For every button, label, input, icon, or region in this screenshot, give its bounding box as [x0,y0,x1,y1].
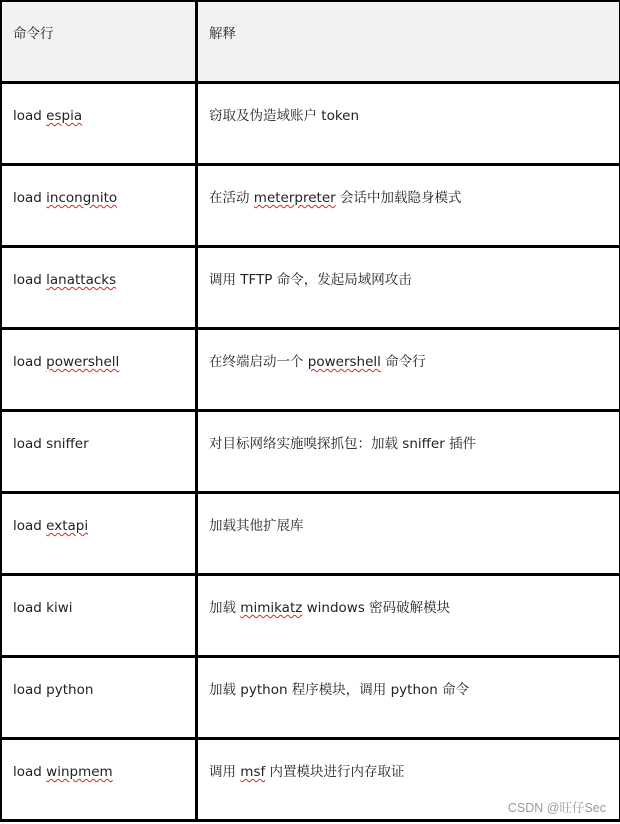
description-text: 在终端启动一个 [209,354,308,370]
command-prefix: load [13,600,47,616]
command-name: python [46,682,94,698]
command-cell [2,412,195,491]
command-name: lanattacks [46,272,117,288]
description-cell [198,658,619,737]
command-name: incongnito [46,190,118,206]
description-text: 窃取及伪造域账户 token [209,108,360,124]
command-prefix: load [13,272,47,288]
header-description-label: 解释 [209,26,236,42]
command-prefix: load [13,436,47,452]
header-cell-description [198,2,619,81]
command-prefix: load [13,108,47,124]
command-cell [2,248,195,327]
header-command-label: 命令行 [13,26,54,42]
command-prefix: load [13,682,47,698]
description-text: 内置模块进行内存取证 [265,764,405,780]
description-text: 调用 [209,764,241,780]
description-text: 调用 TFTP 命令，发起局域网攻击 [209,272,412,288]
description-text: 命令行 [380,354,426,370]
command-prefix: load [13,190,47,206]
description-text: 在活动 [209,190,254,206]
command-name: extapi [46,518,89,534]
command-cell [2,330,195,409]
description-cell [198,84,619,163]
command-cell [2,658,195,737]
description-cell [198,248,619,327]
command-cell [2,740,195,819]
command-prefix: load [13,764,47,780]
command-cell [2,494,195,573]
description-text: 对目标网络实施嗅探抓包：加载 sniffer 插件 [209,436,477,452]
command-name: powershell [46,354,120,370]
description-term: msf [240,764,266,780]
description-text: windows 密码破解模块 [302,600,451,616]
command-cell [2,84,195,163]
command-prefix: load [13,518,47,534]
description-term: meterpreter [253,190,336,206]
description-text: 加载 [209,600,241,616]
description-cell [198,494,619,573]
command-name: sniffer [46,436,89,452]
command-name: espia [46,108,83,124]
command-cell [2,576,195,655]
command-name: kiwi [46,600,73,616]
description-cell [198,412,619,491]
description-text: 会话中加载隐身模式 [335,190,462,206]
description-term: powershell [307,354,381,370]
header-cell-command [2,2,195,81]
description-text: 加载其他扩展库 [209,518,304,534]
csdn-watermark: CSDN @旺仔Sec [507,801,606,815]
description-text: 加载 python 程序模块，调用 python 命令 [209,682,470,698]
description-cell [198,166,619,245]
command-cell [2,166,195,245]
command-prefix: load [13,354,47,370]
description-cell [198,330,619,409]
description-term: mimikatz [240,600,303,616]
command-name: winpmem [46,764,113,780]
description-cell [198,576,619,655]
